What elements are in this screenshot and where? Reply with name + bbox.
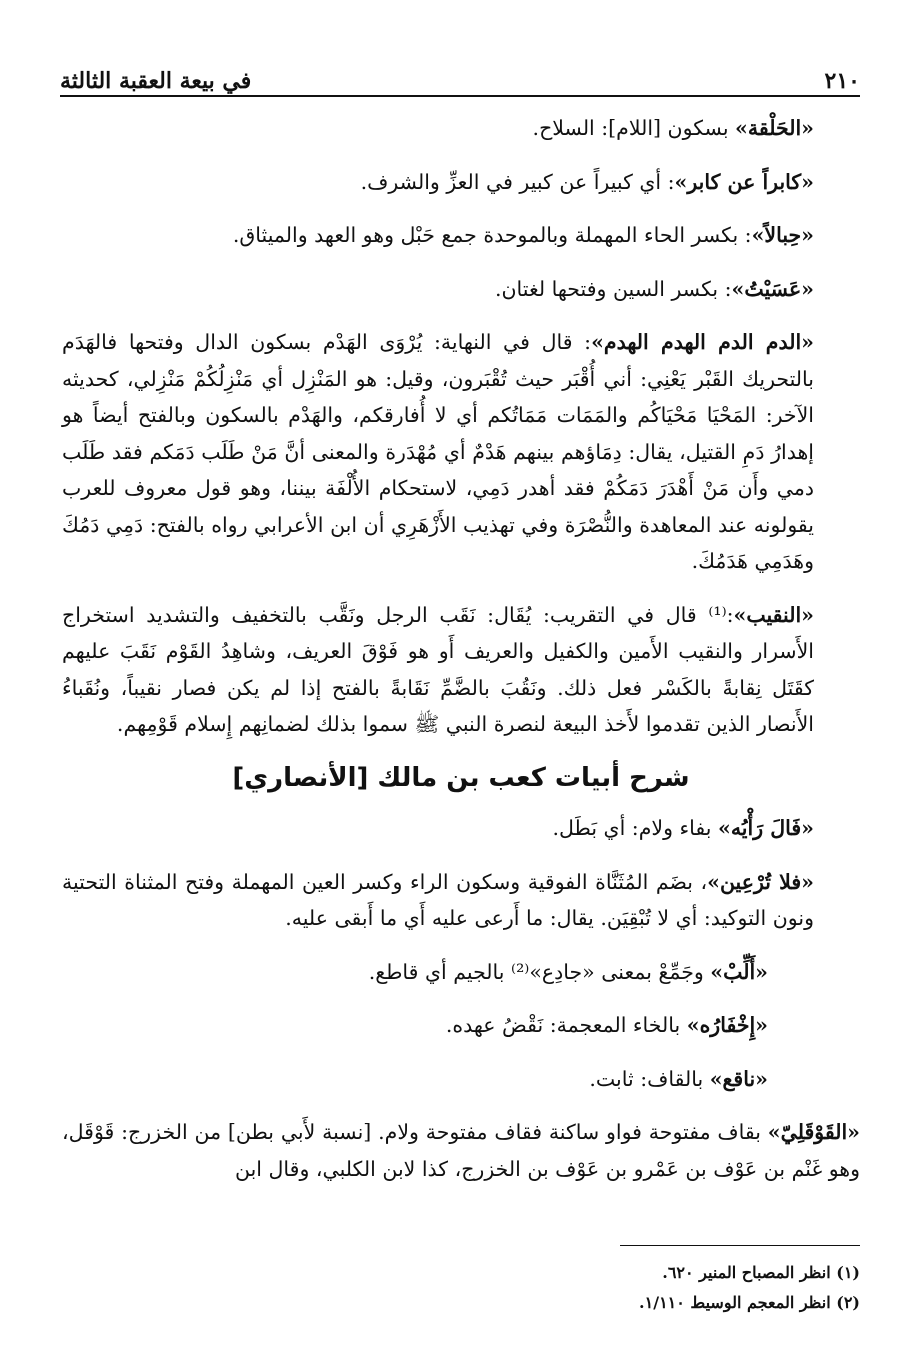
paragraph [62,271,860,308]
definition: بفاء ولام: أي بَطَل. [552,816,718,840]
paragraph [62,110,860,147]
definition: بالقاف: ثابت. [589,1066,710,1091]
term: «ناقع» [709,1066,768,1091]
term: «عَسَيْتُ» [731,276,814,301]
body-text [62,110,860,1187]
definition: بقاف مفتوحة فواو ساكنة فقاف مفتوحة ولام. [نسبة لأَبي بطن] من الخزرج: قَوْقَل، وهو غَنْم بن عَوْف بن عَمْرو بن عَوْف بن الخزرج، كذا لابن الكلبي، وقال ابن [62,1120,860,1181]
definition: بسكون [اللام]: السلاح. [532,116,736,140]
paragraph [62,1061,860,1098]
footnote-divider [620,1245,860,1246]
definition: :⁽¹⁾ قال في التقريب: يُقَال: نَقَب الرجل ونَقَّب بالتخفيف والتشديد استخراج الأَسرار والنقيب الأَمين والكفيل والعريف أَو هو فَوْقَ العريف، وشاهِدُ القَوْم نَقَبَ عليهم كقَتَل نِقابةً بالكَسْر فعل ذلك. ونَقُبَ بالضَّمِّ نَقَابةً بالفتح إذا لم يكن فصار نقيباً، ونُقَباءُ الأَنصار الذين تقدموا لأَخذ البيعة لنصرة النبي ﷺ سموا بذلك لضمانِهم إِسلام قَوْمِهم. [62,602,814,736]
definition: : بكسر الحاء المهملة وبالموحدة جمع حَبْل وهو العهد والميثاق. [232,223,752,247]
header-divider [60,95,860,97]
definition: : أي كبيراً عن كبير في العزِّ والشرف. [360,169,675,194]
definition: وجَمِّعْ بمعنى «جادِع»⁽²⁾ بالجيم أي قاطع. [368,959,711,984]
definition: بالخاء المعجمة: نَقْضُ عهده. [445,1013,687,1037]
paragraph [62,864,860,937]
definition: : قال في النهاية: يُرْوَى الهَدْم بسكون الدال وفتحها فالهَدَم بالتحريك القَبْر يَعْنِي: أني أُقْبَر حيث تُقْبَرون، وقيل: هو المَنْزِل أي مَنْزِلُكُمْ مَنْزِلي، كحديثه الآخر: المَحْيَا مَحْيَاكُم والمَمَات مَمَاتُكم أي لا أُفارقكم، والهَدْم بالسكون وبالفتح أيضاً هو إهدارُ دَمِ القتيل، يقال: دِمَاؤهم بينهم هَدْمٌ أي مُهْدَرة والمعنى أنَّ مَنْ طَلَب دَمَكم فقد طَلَب دمي وأَن مَنْ أَهْدَرَ دَمَكُمْ فقد أهدر دَمِي، لاستحكام الأُلْفَة بيننا، وهو قول معروف للعرب يقولونه عند المعاهدة والنُّصْرَة وفي تهذيب الأَزْهَرِي أن ابن الأعرابي رواه بالفتح: دَمِي دَمُكَ وهَدَمِي هَدَمُكَ. [62,330,814,573]
running-header [60,58,860,94]
term: «أَلِّبْ» [710,959,768,984]
term: «القَوْقَلِيّ» [767,1120,860,1144]
term: «الدم الدم الهدم الهدم» [591,330,814,354]
paragraph [62,1007,860,1044]
paragraph [62,164,860,201]
section-heading: شرح أبيات كعب بن مالك [الأنصاري] [232,762,690,793]
definition: : بكسر السين وفتحها لغتان. [494,276,732,301]
footnote: (٢) انظر المعجم الوسيط ١/١١٠. [639,1293,860,1312]
paragraph [62,1114,860,1187]
paragraph [62,324,860,580]
footnotes [62,1258,860,1318]
paragraph [62,810,860,847]
page-number: ٢١٠ [824,68,860,94]
term: «حِبالاً» [751,223,814,247]
paragraph [62,597,860,743]
definition: ، بضَم المُثَنَّاة الفوقية وسكون الراء وكسر العين المهملة وفتح المثناة التحتية ونون التوكيد: أي لا تُبْقِيَن. يقال: ما أَرعى عليه أَي ما أَبقى عليه. [62,869,814,930]
paragraph [62,217,860,254]
running-title: في بيعة العقبة الثالثة [60,68,252,94]
paragraph [62,954,860,991]
term: «النقيب» [733,602,814,627]
term: «الحَلْقة» [735,116,814,140]
term: «فلا تُرْعِين» [707,869,814,894]
term: «إِخْفَارُه» [686,1013,768,1037]
footnote: (١) انظر المصباح المنير ٦٢٠. [662,1263,860,1282]
term: «كابراً عن كابر» [674,169,814,194]
term: «فَالَ رَأْيُه» [718,816,814,840]
